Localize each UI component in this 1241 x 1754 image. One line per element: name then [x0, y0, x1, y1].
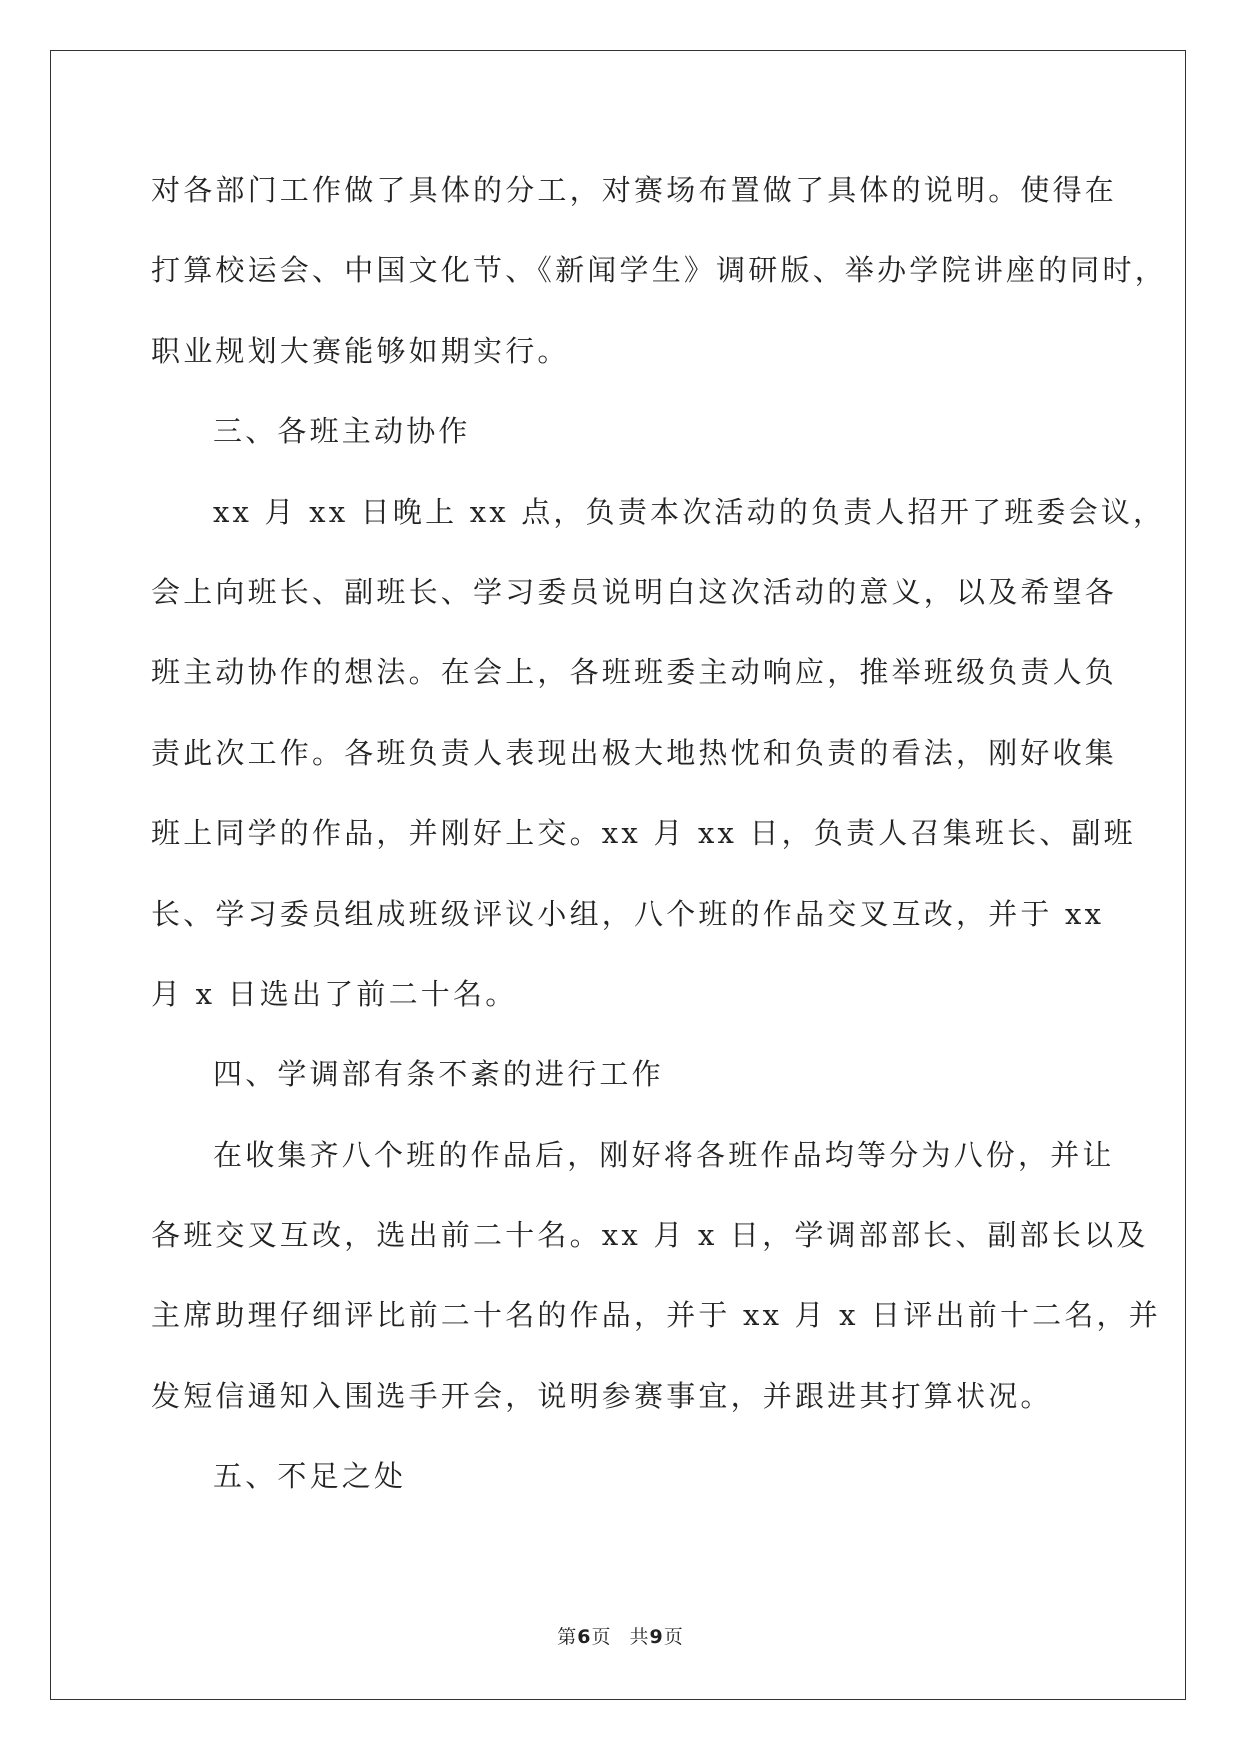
- paragraph-line: 主席助理仔细评比前二十名的作品，并于 xx 月 x 日评出前十二名，并: [151, 1298, 1161, 1333]
- paragraph-line: 责此次工作。各班负责人表现出极大地热忱和负责的看法，刚好收集: [151, 735, 1118, 770]
- section-heading: 三、各班主动协作: [213, 414, 471, 449]
- paragraph-line: 打算校运会、中国文化节、《新闻学生》调研版、举办学院讲座的同时，: [151, 253, 1167, 288]
- footer-prefix: 第: [557, 1626, 578, 1648]
- footer-total-prefix: 共: [629, 1626, 650, 1648]
- paragraph-line: 月 x 日选出了前二十名。: [151, 976, 518, 1011]
- paragraph-line: xx 月 xx 日晚上 xx 点，负责本次活动的负责人招开了班委会议，: [213, 494, 1166, 529]
- total-pages-number: 9: [649, 1626, 664, 1648]
- paragraph-line: 各班交叉互改，选出前二十名。xx 月 x 日，学调部部长、副部长以及: [151, 1218, 1149, 1253]
- paragraph-line: 发短信通知入围选手开会，说明参赛事宜，并跟进其打算状况。: [151, 1378, 1053, 1413]
- paragraph-line: 会上向班长、副班长、学习委员说明白这次活动的意义，以及希望各: [151, 574, 1118, 609]
- paragraph-line: 长、学习委员组成班级评议小组，八个班的作品交叉互改，并于 xx: [151, 896, 1105, 931]
- paragraph-line: 对各部门工作做了具体的分工，对赛场布置做了具体的说明。使得在: [151, 173, 1118, 207]
- footer-total-suffix: 页: [663, 1626, 684, 1648]
- current-page-number: 6: [577, 1626, 592, 1648]
- document-body: [151, 160, 1167, 1527]
- footer-page-word: 页: [591, 1626, 612, 1648]
- page-footer: [0, 1622, 1241, 1649]
- paragraph-line: 在收集齐八个班的作品后，刚好将各班作品均等分为八份，并让: [213, 1137, 1115, 1172]
- section-heading: 四、学调部有条不紊的进行工作: [213, 1057, 664, 1092]
- paragraph-line: 班主动协作的想法。在会上，各班班委主动响应，推举班级负责人负: [151, 655, 1118, 690]
- paragraph-line: 职业规划大赛能够如期实行。: [151, 333, 570, 368]
- section-heading: 五、不足之处: [213, 1459, 407, 1494]
- paragraph-line: 班上同学的作品，并刚好上交。xx 月 xx 日，负责人召集班长、副班: [151, 816, 1136, 851]
